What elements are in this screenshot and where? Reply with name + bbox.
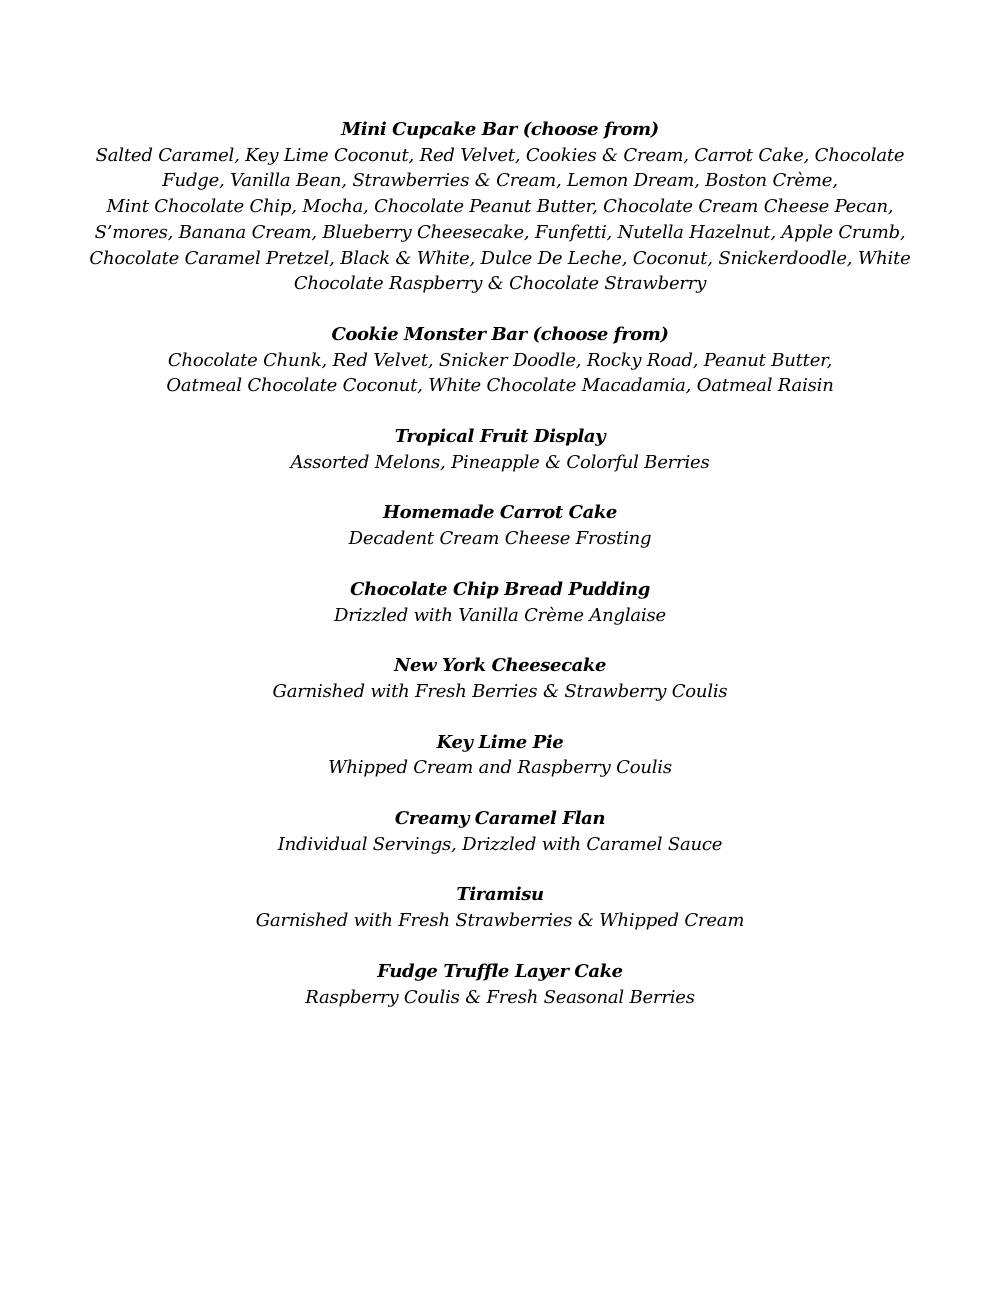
menu-item-tropical-fruit-display [0, 424, 1000, 475]
menu-item-tiramisu [0, 882, 1000, 933]
description-line: Mint Chocolate Chip, Mocha, Chocolate Peanut Butter, Chocolate Cream Cheese Pecan, [106, 196, 894, 218]
description-line: Individual Servings, Drizzled with Caramel Sauce [277, 833, 723, 855]
item-description [0, 832, 1000, 858]
menu-item-new-york-cheesecake [0, 653, 1000, 704]
item-title: New York Cheesecake [393, 655, 607, 677]
description-line: Chocolate Chunk, Red Velvet, Snicker Doodle, Rocky Road, Peanut Butter, [167, 349, 833, 371]
description-line: Salted Caramel, Key Lime Coconut, Red Velvet, Cookies & Cream, Carrot Cake, Chocolate [95, 144, 905, 166]
description-line: Assorted Melons, Pineapple & Colorful Berries [290, 451, 710, 473]
item-title: Tropical Fruit Display [394, 426, 606, 448]
item-title: Fudge Truffle Layer Cake [377, 960, 623, 982]
item-description [0, 985, 1000, 1011]
menu-item-creamy-caramel-flan [0, 806, 1000, 857]
item-description [0, 450, 1000, 476]
item-title: Creamy Caramel Flan [394, 808, 606, 830]
item-title: Mini Cupcake Bar (choose from) [341, 119, 659, 140]
description-line: Chocolate Caramel Pretzel, Black & White, Dulce De Leche, Coconut, Snickerdoodle, White [89, 247, 911, 269]
item-title: Homemade Carrot Cake [383, 502, 617, 524]
menu-item-key-lime-pie [0, 730, 1000, 781]
item-description [0, 603, 1000, 629]
item-description [0, 526, 1000, 552]
description-line: Garnished with Fresh Strawberries & Whipped Cream [255, 910, 745, 932]
menu-item-chocolate-chip-bread-pudding [0, 577, 1000, 628]
item-description [0, 679, 1000, 705]
menu-item-homemade-carrot-cake [0, 500, 1000, 551]
item-description [0, 755, 1000, 781]
description-line: S’mores, Banana Cream, Blueberry Cheesecake, Funfetti, Nutella Hazelnut, Apple Crumb, [94, 221, 906, 243]
description-line: Drizzled with Vanilla Crème Anglaise [333, 604, 667, 626]
menu-item-fudge-truffle-layer-cake [0, 959, 1000, 1010]
description-line: Whipped Cream and Raspberry Coulis [328, 757, 672, 779]
description-line: Chocolate Raspberry & Chocolate Strawberry [293, 273, 707, 295]
description-line: Oatmeal Chocolate Coconut, White Chocolate Macadamia, Oatmeal Raisin [166, 375, 834, 397]
item-title: Key Lime Pie [436, 731, 564, 753]
description-line: Decadent Cream Cheese Frosting [348, 528, 652, 550]
item-description [0, 348, 1000, 399]
description-line: Fudge, Vanilla Bean, Strawberries & Cream, Lemon Dream, Boston Crème, [162, 170, 838, 192]
item-description [0, 143, 1000, 297]
item-description [0, 908, 1000, 934]
dessert-menu [0, 117, 1000, 1035]
menu-item-mini-cupcake-bar [0, 117, 1000, 297]
item-title: Cookie Monster Bar (choose from) [331, 323, 669, 345]
description-line: Garnished with Fresh Berries & Strawberry Coulis [272, 680, 728, 702]
item-title: Tiramisu [456, 884, 544, 906]
description-line: Raspberry Coulis & Fresh Seasonal Berries [305, 986, 695, 1008]
item-title: Chocolate Chip Bread Pudding [350, 578, 650, 600]
menu-item-cookie-monster-bar [0, 322, 1000, 399]
